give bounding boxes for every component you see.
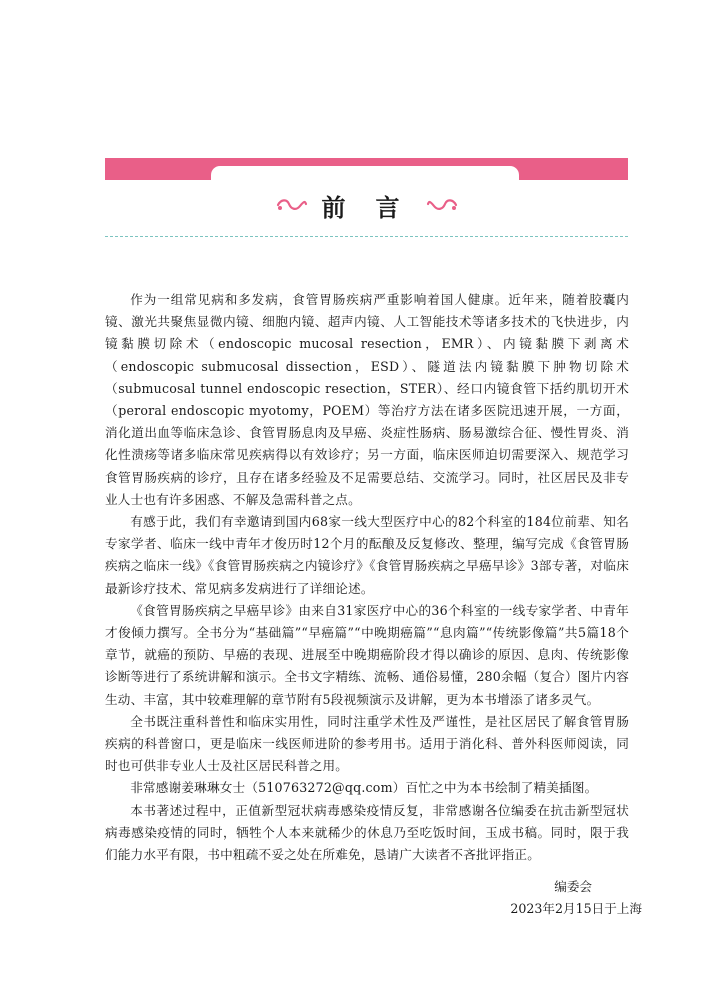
paragraph: 有感于此，我们有幸邀请到国内68家一线大型医疗中心的82个科室的184位前辈、知名专家学者、临床一线中青年才俊历时12个月的酝酿及反复修改、整理，编写完成《食管胃肠疾病之临床一线》《食管胃肠疾病之内镜诊疗》《食管胃肠疾病之早癌早诊》3部专著，对临床最新诊疗技术、常见病多发病进行了详细论述。 bbox=[105, 514, 629, 596]
title-divider bbox=[105, 236, 628, 237]
paragraph: 非常感谢姜琳琳女士（510763272@qq.com）百忙之中为本书绘制了精美插图。 bbox=[130, 780, 598, 796]
paragraph: 作为一组常见病和多发病，食管胃肠疾病严重影响着国人健康。近年来，随着胶囊内镜、激光共聚焦显微内镜、细胞内镜、超声内镜、人工智能技术等诸多技术的飞快进步，内镜黏膜切除术（endoscopic mucosal resection，EMR）、内镜黏膜下剥离术（endoscopic submucosal dissection，ESD）、隧道法内镜黏膜下肿物切除术（submucosal tunnel endoscopic resection，STER）、经口内镜食管下括约肌切开术（peroral endoscopic myotomy，POEM）等治疗方法在诸多医院迅速开展，一方面，消化道出血等临床急诊、食管胃肠息肉及早癌、炎症性肠病、肠易激综合征、慢性胃炎、消化性溃疡等诸多临床常见疾病得以有效诊疗；另一方面，临床医师迫切需要深入、规范学习食管胃肠疾病的诊疗，且存在诸多经验及不足需要总结、交流学习。同时，社区居民及非专业人士也有许多困惑、不解及急需科普之点。 bbox=[105, 292, 629, 507]
paragraph: 全书既注重科普性和临床实用性，同时注重学术性及严谨性，是社区居民了解食管胃肠疾病的科普窗口，更是临床一线医师进阶的参考用书。适用于消化科、普外科医师阅读，同时也可供非专业人士及社区居民科普之用。 bbox=[105, 713, 629, 774]
swirl-ornament-icon bbox=[426, 198, 458, 212]
swirl-ornament-icon bbox=[276, 198, 308, 212]
paragraph: 本书著述过程中，正值新型冠状病毒感染疫情反复，非常感谢各位编委在抗击新型冠状病毒感染疫情的同时，牺牲个人本来就稀少的休息乃至吃饭时间，玉成书稿。同时，限于我们能力水平有限，书中粗疏不妥之处在所难免，恳请广大读者不吝批评指正。 bbox=[105, 802, 629, 863]
signature-date: 2023年2月15日于上海 bbox=[510, 901, 642, 916]
signature-block bbox=[510, 876, 642, 920]
paragraph: 《食管胃肠疾病之早癌早诊》由来自31家医疗中心的36个科室的一线专家学者、中青年才俊倾力撰写。全书分为“基础篇”“早癌篇”“中晚期癌篇”“息肉篇”“传统影像篇”共5篇18个章节，就癌的预防、早癌的表现、进展至中晚期癌阶段才得以确诊的原因、息肉、传统影像诊断等进行了系统讲解和演示。全书文字精练、流畅、通俗易懂，280余幅（复合）图片内容生动、丰富，其中较难理解的章节附有5段视频演示及讲解，更为本书增添了诸多灵气。 bbox=[105, 602, 629, 707]
page-title: 前言 bbox=[321, 193, 430, 222]
title-row bbox=[105, 185, 628, 225]
signature-editor: 编委会 bbox=[554, 879, 592, 894]
preface-body bbox=[105, 289, 629, 866]
